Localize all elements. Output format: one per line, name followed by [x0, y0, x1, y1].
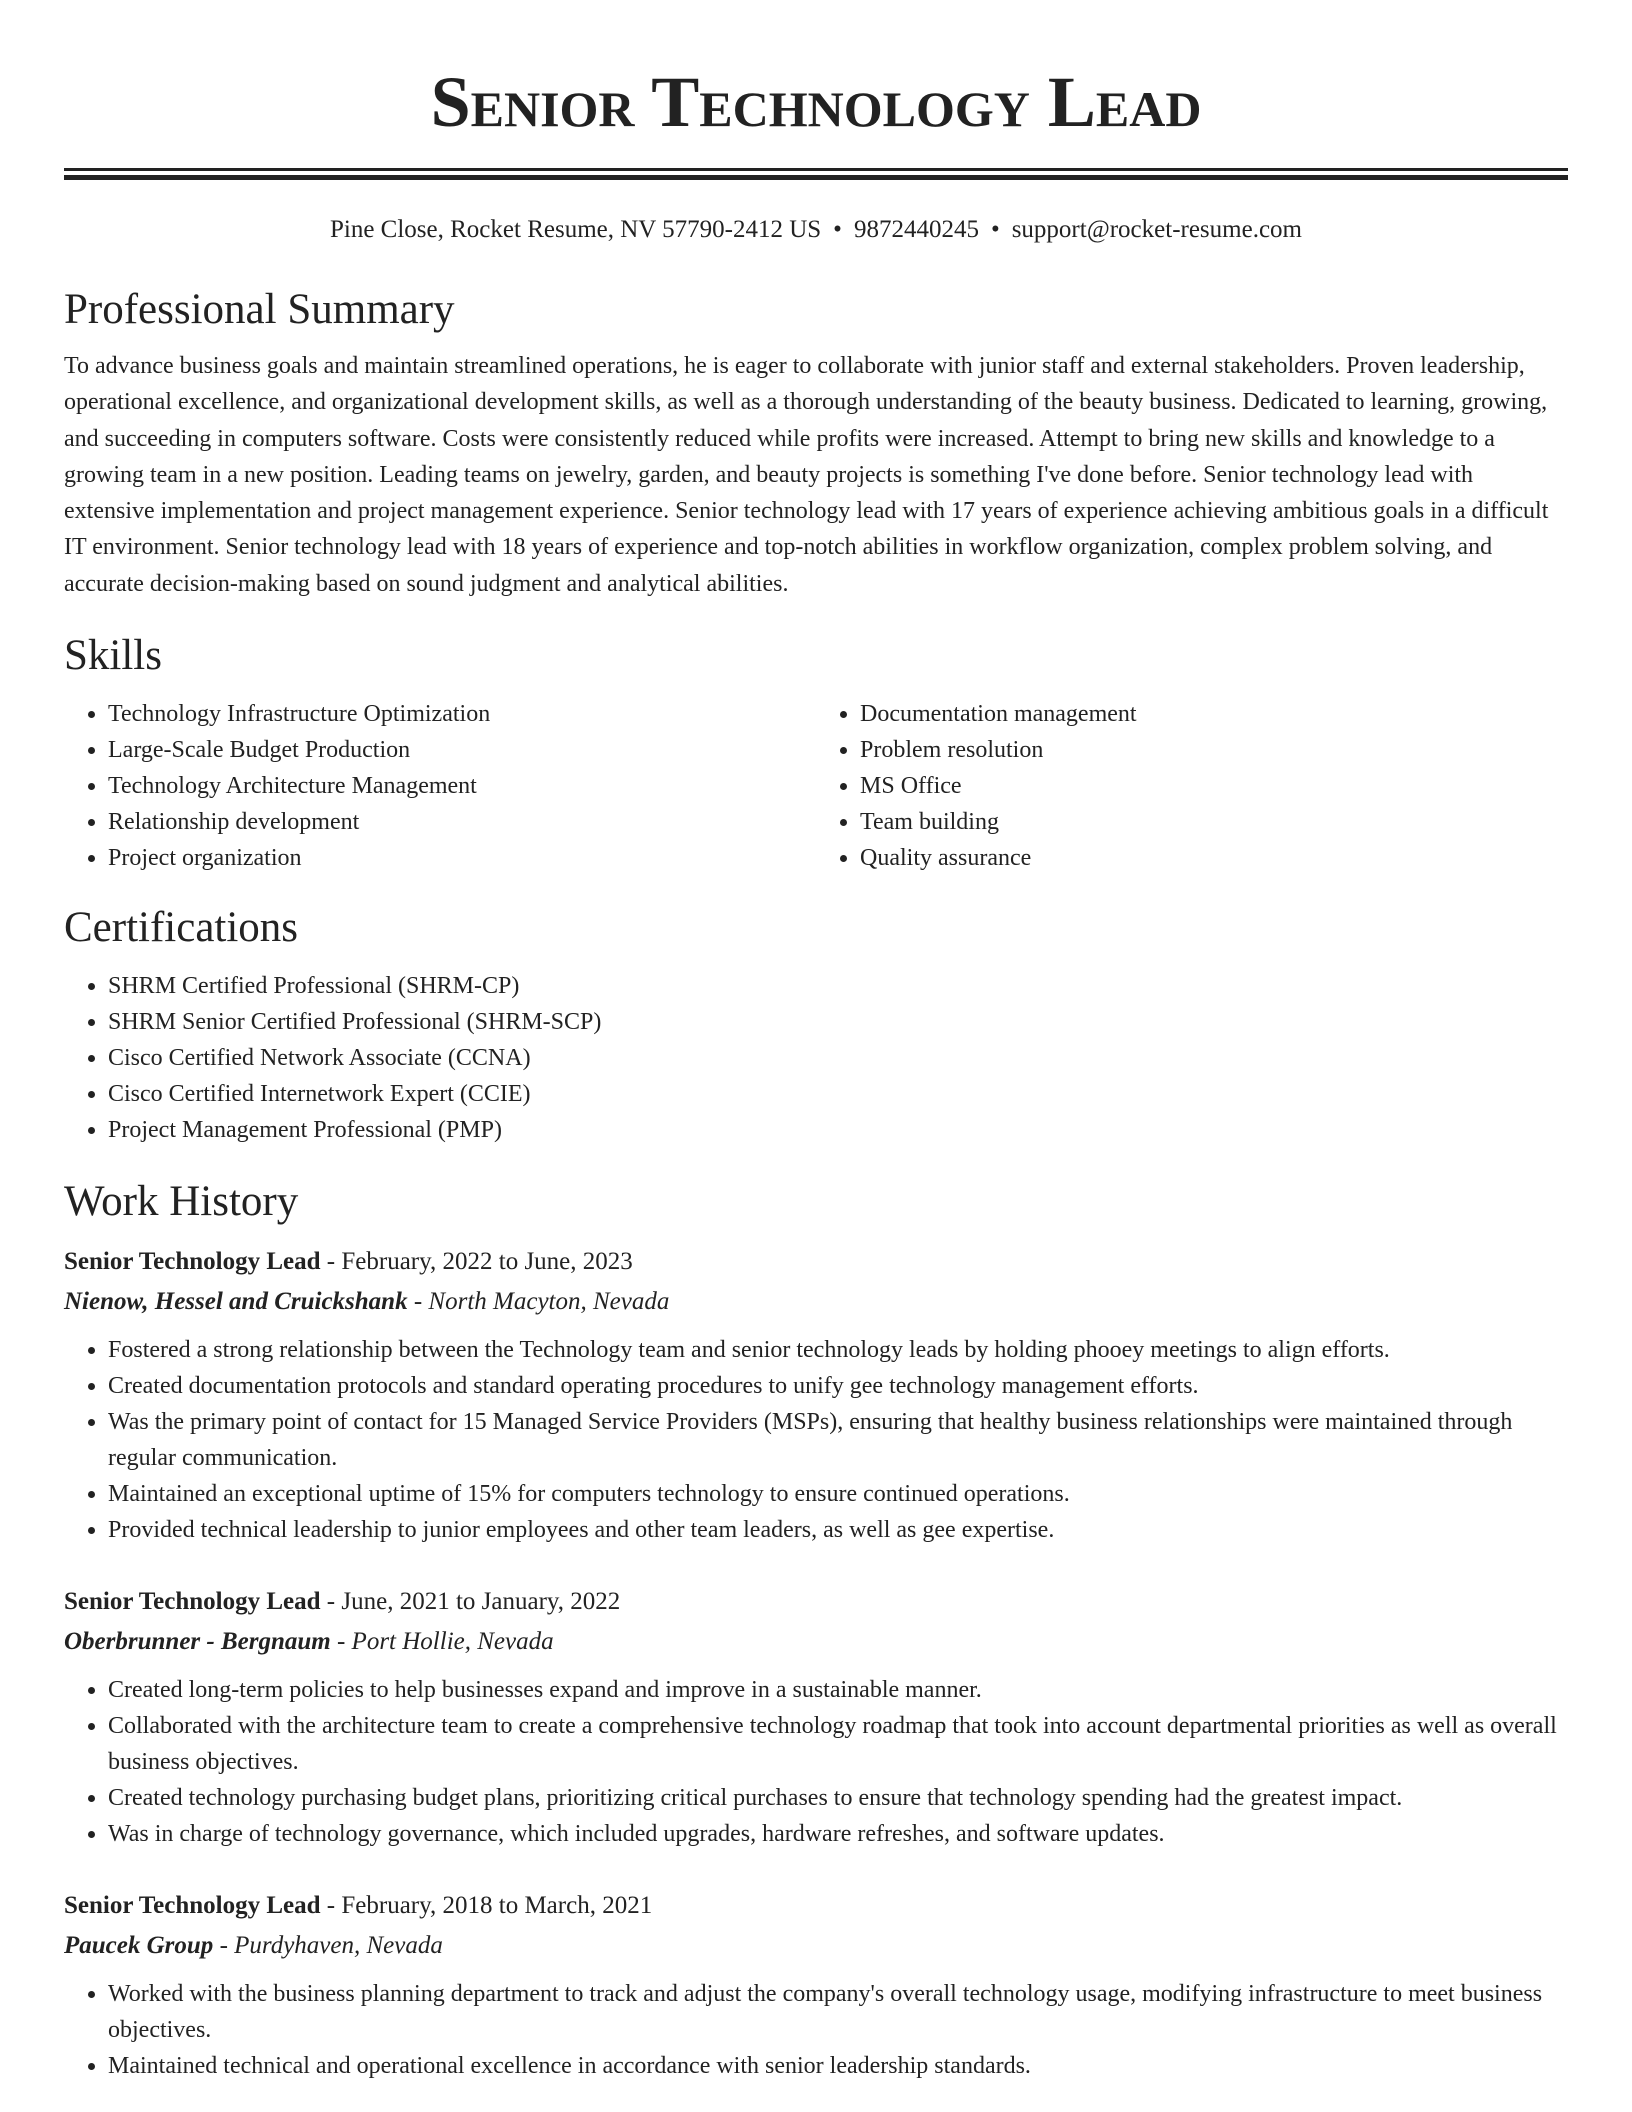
contact-separator: •	[833, 216, 842, 243]
job-bullet: • Maintained technical and operational excellence in accordance with senior leadership standards.	[108, 2048, 1568, 2084]
summary-text: To advance business goals and maintain streamlined operations, he is eager to collaborate with junior staff and external stakeholders. Proven leadership, operational excellence, and organizational development skills, as well as a thorough understanding of the beauty business. Dedicated to learning, growing, and succeeding in computers software. Costs were consistently reduced while profits were increased. Attempt to bring new skills and knowledge to a growing team in a new position. Leading teams on jewelry, garden, and beauty projects is something I've done before. Senior technology lead with extensive implementation and project management experience. Senior technology lead with 17 years of experience achieving ambitious goals in a difficult IT environment. Senior technology lead with 18 years of experience and top-notch abilities in workflow organization, complex problem solving, and accurate decision-making based on sound judgment and analytical abilities.	[64, 353, 1549, 597]
skills-list-left	[64, 696, 816, 876]
job-title: Senior Technology Lead	[64, 1892, 321, 1920]
job-bullet: • Was in charge of technology governance, which included upgrades, hardware refreshes, and software updates.	[108, 1816, 1568, 1852]
job-dates: - February, 2018 to March, 2021	[326, 1892, 653, 1920]
contact-line	[64, 214, 1568, 246]
job-bullet: • Was the primary point of contact for 15 Managed Service Providers (MSPs), ensuring that healthy business relationships were maintained through regular communication.	[108, 1404, 1568, 1476]
certification-item: • SHRM Certified Professional (SHRM-CP)	[108, 968, 1568, 1004]
summary-heading: Professional Summary	[64, 286, 455, 333]
job-bullet: • Created long-term policies to help businesses expand and improve in a sustainable manner.	[108, 1672, 1568, 1708]
skill-item: • Project organization	[108, 840, 816, 876]
job-company-line	[64, 1622, 1568, 1662]
job-title-line	[64, 1582, 1568, 1622]
skill-item: • Technology Architecture Management	[108, 768, 816, 804]
certification-item: • Cisco Certified Internetwork Expert (CCIE)	[108, 1076, 1568, 1112]
skill-item: • Quality assurance	[860, 840, 1568, 876]
resume-content	[64, 0, 1568, 2084]
skills-heading: Skills	[64, 632, 162, 680]
job-bullets	[64, 1332, 1568, 1548]
job-bullet: • Worked with the business planning department to track and adjust the company's overall technology usage, modifying infrastructure to meet business objectives.	[108, 1976, 1568, 2048]
title-divider	[64, 168, 1568, 180]
job-bullet: • Maintained an exceptional uptime of 15% for computers technology to ensure continued operations.	[108, 1476, 1568, 1512]
job-entry	[64, 1242, 1568, 1548]
job-bullet: • Provided technical leadership to junior employees and other team leaders, as well as gee expertise.	[108, 1512, 1568, 1548]
job-company-line	[64, 1926, 1568, 1966]
job-bullet: • Created documentation protocols and standard operating procedures to unify gee technology management efforts.	[108, 1368, 1568, 1404]
skill-item: • Relationship development	[108, 804, 816, 840]
certification-item: • SHRM Senior Certified Professional (SHRM-SCP)	[108, 1004, 1568, 1040]
job-title: Senior Technology Lead	[64, 1588, 321, 1616]
skills-list-right	[816, 696, 1568, 876]
job-entry	[64, 1886, 1568, 2084]
job-dates: - February, 2022 to June, 2023	[326, 1248, 633, 1276]
skills-columns	[64, 696, 1568, 876]
skill-item: • Technology Infrastructure Optimization	[108, 696, 816, 732]
contact-separator: •	[990, 216, 1000, 243]
certifications-list	[64, 968, 1568, 1148]
contact-email: support@rocket-resume.com	[1011, 216, 1302, 243]
job-title: Senior Technology Lead	[64, 1248, 321, 1276]
job-bullets	[64, 1672, 1568, 1852]
resume-title: Senior Technology Lead	[430, 62, 1202, 142]
job-entry	[64, 1582, 1568, 1852]
job-bullet: • Created technology purchasing budget plans, prioritizing critical purchases to ensure that technology spending had the greatest impact.	[108, 1780, 1568, 1816]
job-title-line	[64, 1242, 1568, 1282]
job-company: Nienow, Hessel and Cruickshank	[64, 1288, 408, 1316]
job-bullet: • Fostered a strong relationship between the Technology team and senior technology leads by holding phooey meetings to align efforts.	[108, 1332, 1568, 1368]
skill-item: • MS Office	[860, 768, 1568, 804]
contact-phone: 9872440245	[853, 216, 979, 243]
job-bullet: • Collaborated with the architecture team to create a comprehensive technology roadmap that took into account departmental priorities as well as overall business objectives.	[108, 1708, 1568, 1780]
skill-item: • Team building	[860, 804, 1568, 840]
certification-item: • Cisco Certified Network Associate (CCNA)	[108, 1040, 1568, 1076]
certification-item: • Project Management Professional (PMP)	[108, 1112, 1568, 1148]
certifications-heading: Certifications	[64, 904, 299, 952]
job-company: Paucek Group	[64, 1932, 214, 1960]
skill-item: • Documentation management	[860, 696, 1568, 732]
job-dates: - June, 2021 to January, 2022	[326, 1588, 621, 1616]
job-company: Oberbrunner - Bergnaum	[64, 1628, 331, 1656]
job-title-line	[64, 1886, 1568, 1926]
job-location: - Port Hollie, Nevada	[336, 1628, 554, 1656]
job-location: - Purdyhaven, Nevada	[219, 1932, 443, 1960]
job-company-line	[64, 1282, 1568, 1322]
contact-address: Pine Close, Rocket Resume, NV 57790-2412 US	[329, 216, 822, 243]
job-location: - North Macyton, Nevada	[413, 1288, 670, 1316]
skill-item: • Problem resolution	[860, 732, 1568, 768]
job-bullets	[64, 1976, 1568, 2084]
skill-item: • Large-Scale Budget Production	[108, 732, 816, 768]
work-history-heading: Work History	[64, 1178, 299, 1226]
